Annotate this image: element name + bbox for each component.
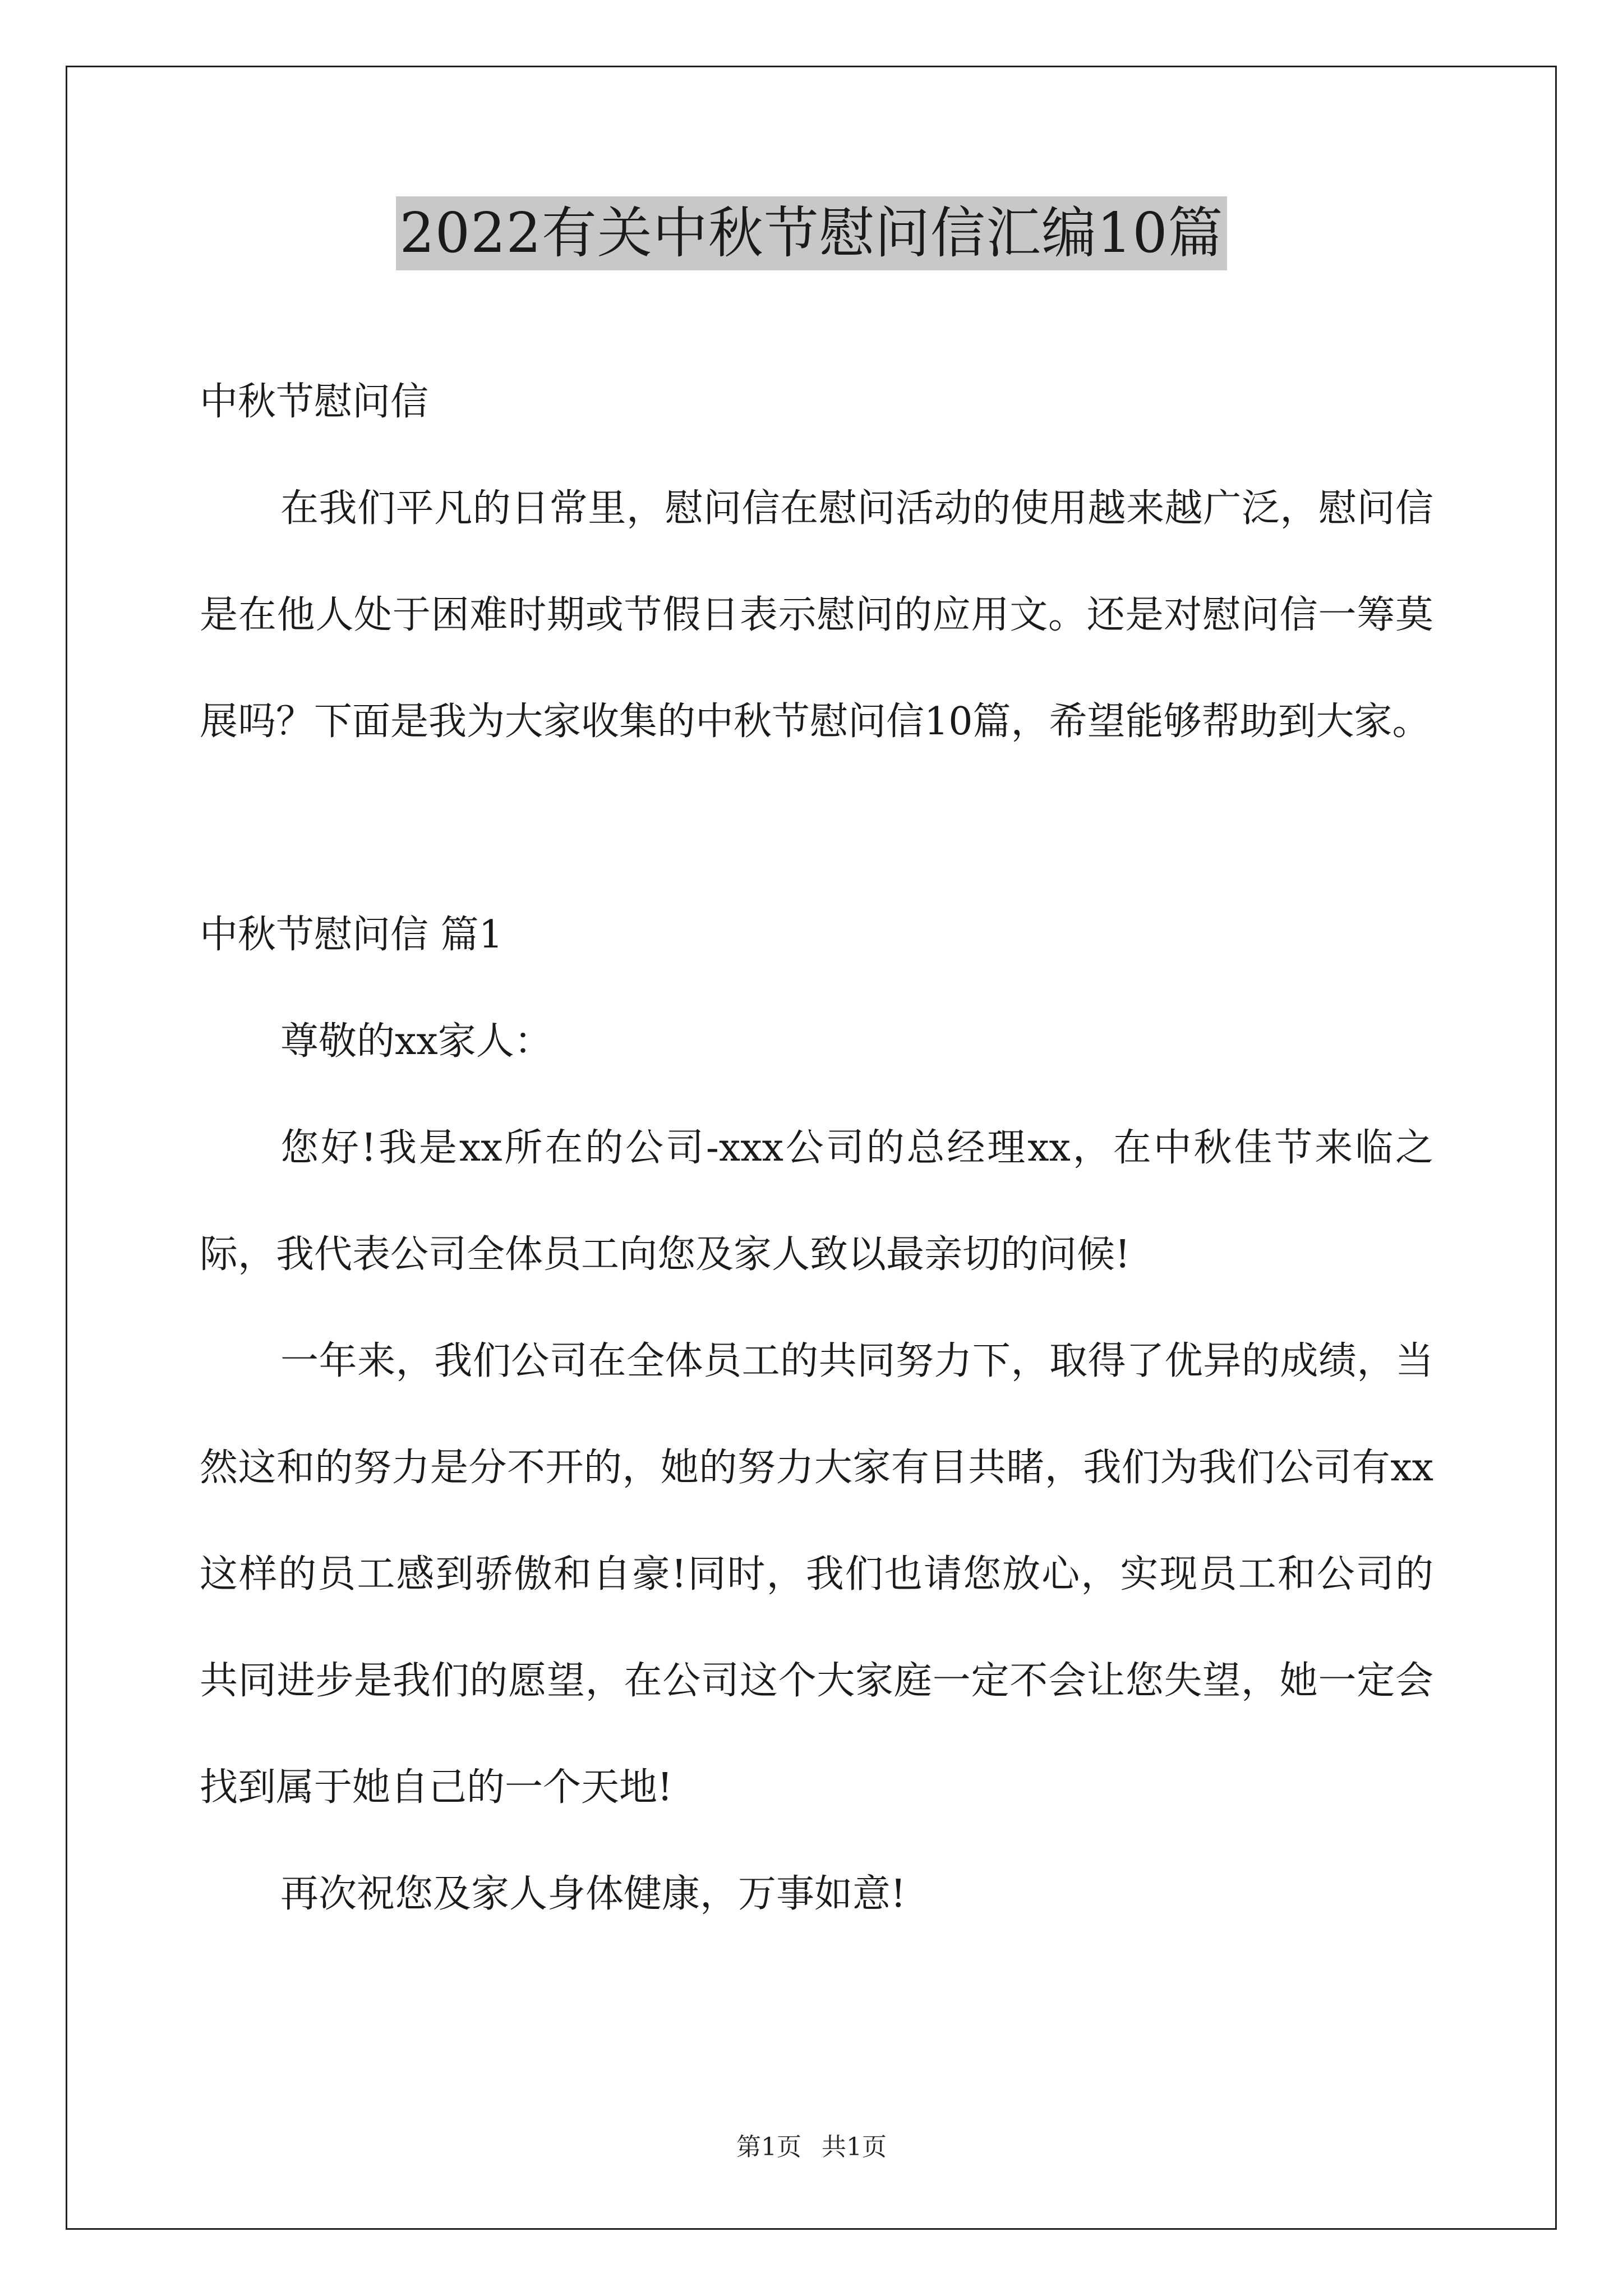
page-footer: [0, 2131, 1623, 2164]
letter-paragraph-1: 您好!我是xx所在的公司-xxx公司的总经理xx，在中秋佳节来临之际，我代表公司全体员工向您及家人致以最亲切的问候!: [200, 1126, 1433, 1277]
document-body: [200, 349, 1433, 1948]
intro-paragraph: 在我们平凡的日常里，慰问信在慰问活动的使用越来越广泛，慰问信是在他人处于困难时期或节假日表示慰问的应用文。还是对慰问信一筹莫展吗？下面是我为大家收集的中秋节慰问信10篇，希望能够帮助到大家。: [200, 486, 1433, 744]
letter-salutation: 尊敬的xx家人：: [280, 1019, 552, 1064]
page-number: 第1页: [736, 2133, 801, 2161]
intro-heading: 中秋节慰问信: [200, 380, 429, 424]
letter-paragraph-2: 一年来，我们公司在全体员工的共同努力下，取得了优异的成绩，当然这和的努力是分不开的，她的努力大家有目共睹，我们为我们公司有xx这样的员工感到骄傲和自豪!同时，我们也请您放心，实现员工和公司的共同进步是我们的愿望，在公司这个大家庭一定不会让您失望，她一定会找到属于她自己的一个天地!: [200, 1339, 1433, 1810]
document-title: 2022有关中秋节慰问信汇编10篇: [396, 196, 1227, 270]
page-total: 共1页: [822, 2133, 887, 2161]
section-heading: 中秋节慰问信 篇1: [200, 913, 503, 957]
title-container: [0, 196, 1623, 270]
letter-paragraph-3: 再次祝您及家人身体健康，万事如意!: [280, 1872, 906, 1916]
